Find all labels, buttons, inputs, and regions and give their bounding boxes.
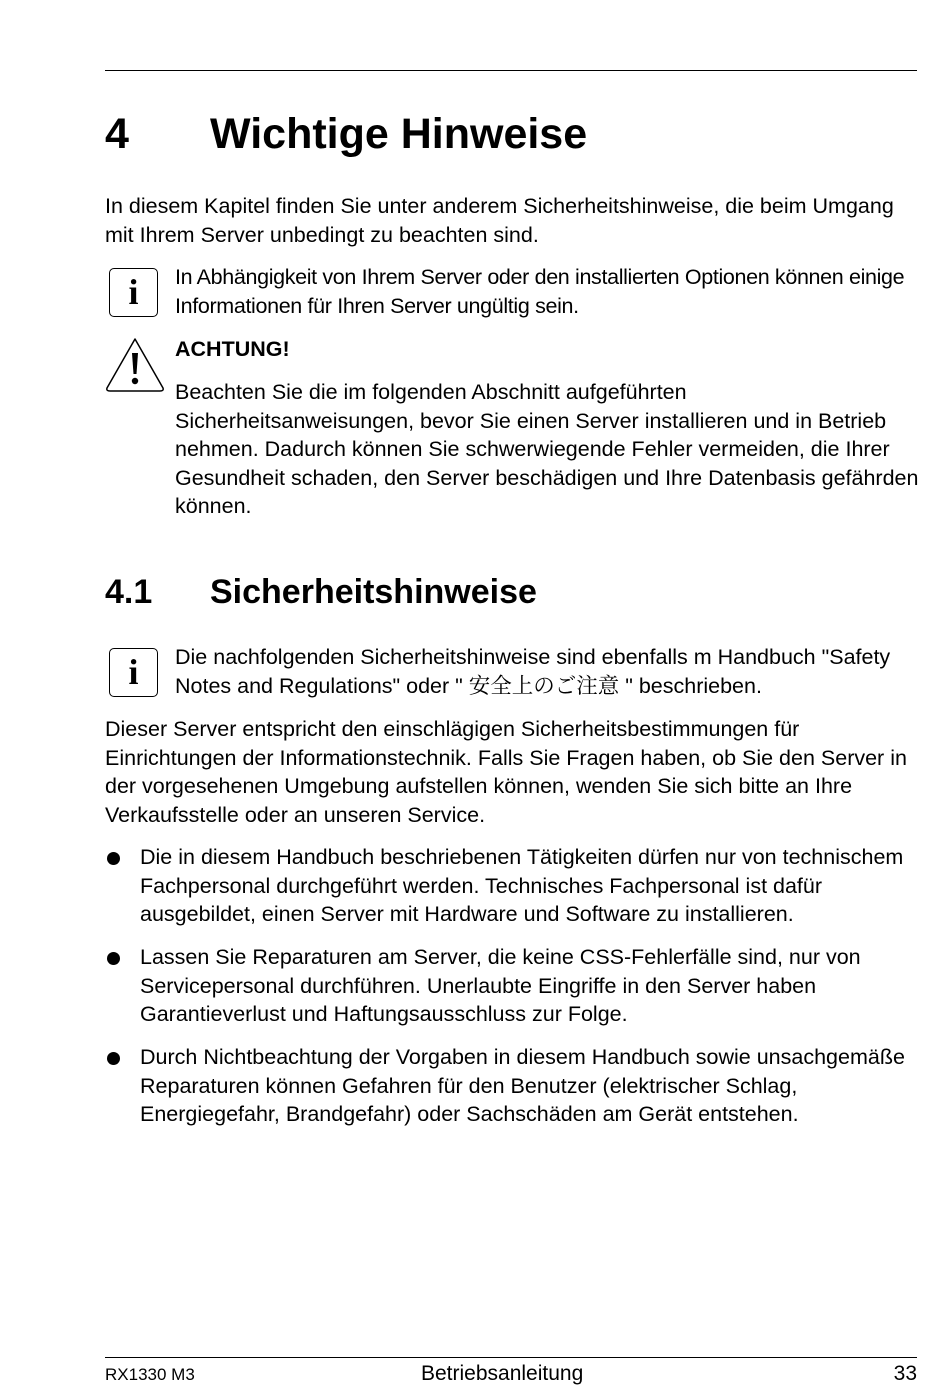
body-paragraph: Dieser Server entspricht den einschlägigen Sicherheitsbestimmungen für Einrichtungen der Informationstechnik. Falls Sie Fragen haben, ob Sie den Server in der vorgesehenen Umgebung aufstellen können, wenden Sie sich bitte an Ihre Verkaufsstelle oder an unseren Service. <box>105 717 907 827</box>
info-icon: i <box>109 268 158 317</box>
list-item <box>105 843 920 929</box>
chapter-number: 4 <box>105 110 129 158</box>
header-rule <box>105 70 917 71</box>
section-number: 4.1 <box>105 573 153 611</box>
bullet-text: Die in diesem Handbuch beschriebenen Tätigkeiten dürfen nur von technischem Fachpersonal durchgeführt werden. Technisches Fachpersonal ist dafür ausgebildet, einen Server mit Hardware und Software zu installieren. <box>140 845 904 926</box>
bullet-text: Durch Nichtbeachtung der Vorgaben in diesem Handbuch sowie unsachgemäße Reparaturen können Gefahren für den Benutzer (elektrischer Schlag, Energiegefahr, Brandgefahr) oder Sachschäden am Gerät entstehen. <box>140 1045 905 1126</box>
info-note-text: In Abhängigkeit von Ihrem Server oder den installierten Optionen können einige Informationen für Ihren Server ungültig sein. <box>175 265 905 318</box>
warning-heading: ACHTUNG! <box>175 337 290 361</box>
footer-manual-title: Betriebsanleitung <box>421 1362 584 1385</box>
safety-bullet-list <box>105 843 920 1143</box>
info-note-text: Die nachfolgenden Sicherheitshinweise sind ebenfalls m Handbuch "Safety Notes and Regulations" oder " 安全上のご注意 " beschrieben. <box>175 645 891 698</box>
bullet-icon <box>107 852 120 865</box>
footer-rule <box>105 1357 917 1358</box>
list-item <box>105 1043 920 1129</box>
chapter-title: Wichtige Hinweise <box>210 110 588 158</box>
list-item <box>105 943 920 1029</box>
bullet-text: Lassen Sie Reparaturen am Server, die keine CSS-Fehlerfälle sind, nur von Servicepersonal durchführen. Unerlaubte Eingriffe in den Server haben Garantieverlust und Haftungsausschluss zur Folge. <box>140 945 861 1026</box>
section-title: Sicherheitshinweise <box>210 573 537 611</box>
bullet-icon <box>107 1052 120 1065</box>
footer-model: RX1330 M3 <box>105 1365 195 1384</box>
warning-text: Beachten Sie die im folgenden Abschnitt aufgeführten Sicherheitsanweisungen, bevor Sie einen Server installieren und in Betrieb nehmen. Dadurch können Sie schwerwiegende Fehler vermeiden, die Ihrer Gesundheit schaden, den Server beschädigen und Ihre Datenbasis gefährden können. <box>175 380 919 518</box>
warning-triangle-icon <box>104 336 166 394</box>
info-icon: i <box>109 648 158 697</box>
page-number: 33 <box>893 1362 917 1385</box>
bullet-icon <box>107 952 120 965</box>
intro-paragraph: In diesem Kapitel finden Sie unter anderem Sicherheitshinweise, die beim Umgang mit Ihrem Server unbedingt zu beachten sind. <box>105 194 894 247</box>
